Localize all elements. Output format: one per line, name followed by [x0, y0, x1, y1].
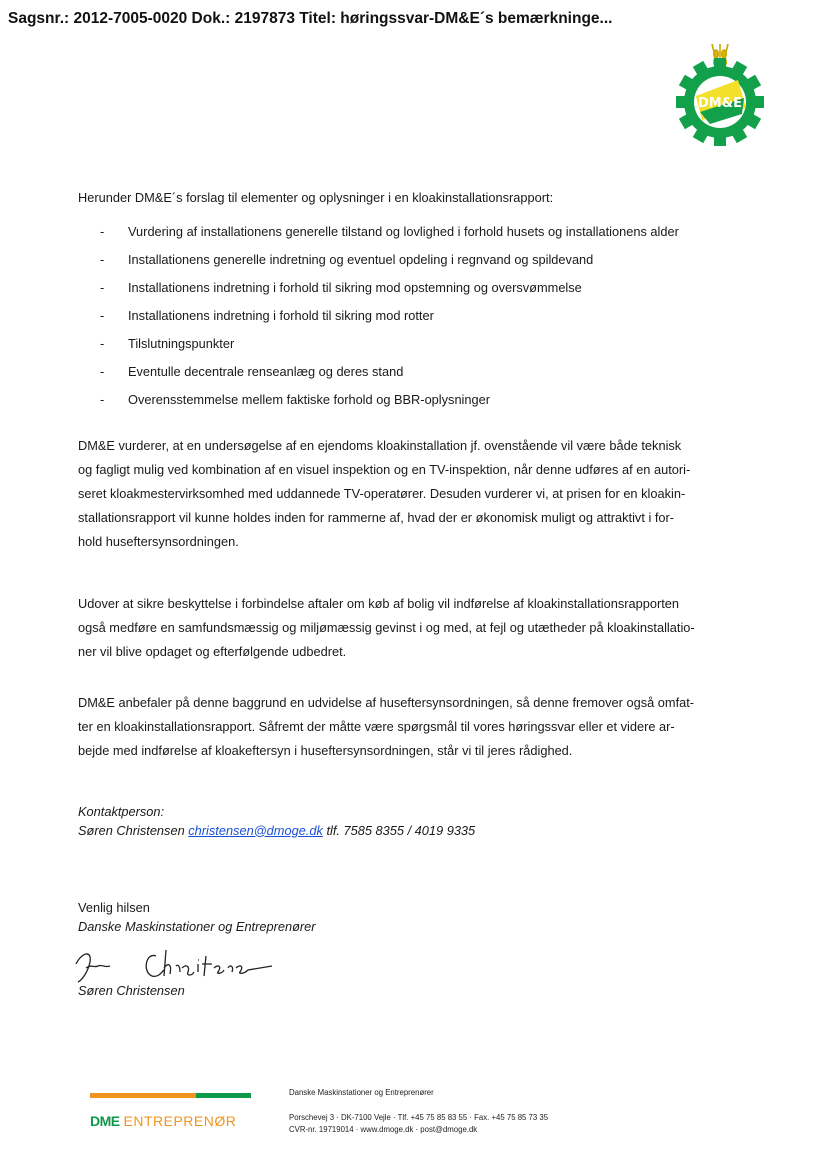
list-item: - Installationens indretning i forhold til sikring mod opstemning og oversvømmelse: [100, 278, 679, 306]
bullet-marker: -: [100, 364, 105, 379]
footer-logo-dm: DM: [90, 1113, 111, 1129]
bullet-marker: -: [100, 224, 105, 239]
paragraph-benefits: Udover at sikre beskyttelse i forbindelse aftaler om køb af bolig vil indførelse af kloakinstallationsrapporten også medføre en samfundsmæssig og miljømæssig gevinst i og med, at fejl og utætheder på kloakinstallatio- ner vil blive opdaget og efterfølgende udbedret.: [78, 596, 695, 659]
footer-cvr: CVR-nr. 19719014 · www.dmoge.dk · post@dmoge.dk: [289, 1125, 478, 1134]
footer-logo-word: ENTREPRENØR: [123, 1113, 237, 1129]
contact-name: Søren Christensen: [78, 822, 185, 838]
bullet-marker: -: [100, 280, 105, 295]
bullet-marker: -: [100, 252, 105, 267]
greeting: Venlig hilsen: [78, 900, 150, 915]
footer-orange-bar: [90, 1093, 196, 1098]
footer-logo: [90, 1113, 236, 1129]
list-item: - Eventulle decentrale renseanlæg og deres stand: [100, 362, 679, 390]
bullet-marker: -: [100, 308, 105, 323]
logo-text: DM&E: [698, 96, 742, 111]
contact-label: Kontaktperson:: [78, 804, 165, 819]
handwritten-signature: [72, 942, 282, 988]
contact-block: [78, 803, 475, 840]
bullet-marker: -: [100, 392, 105, 407]
list-item: - Tilslutningspunkter: [100, 334, 679, 362]
paragraph-assessment: DM&E vurderer, at en undersøgelse af en ejendoms kloakinstallation jf. ovenstående vil være både teknisk og fagligt mulig ved kombination af en visuel inspektion og en TV-inspektion, når denne udføres af en autori- seret kloakmestervirksomhed med uddannede TV-operatører. Desuden vurderer vi, at prisen for en kloakin- stallationsrapport vil kunne holdes inden for rammerne af, hvad der er økonomisk muligt og attraktivt i for- hold huseftersynsordningen.: [78, 438, 691, 549]
closing-block: [78, 899, 316, 936]
contact-line: [78, 822, 475, 841]
dme-logo: [676, 40, 764, 146]
signer-name: Søren Christensen: [78, 983, 185, 998]
contact-email-link[interactable]: christensen@dmoge.dk: [188, 822, 323, 838]
list-item: - Installationens generelle indretning og eventuel opdeling i regnvand og spildevand: [100, 250, 679, 278]
document-header-title: Sagsnr.: 2012-7005-0020 Dok.: 2197873 Titel: høringssvar-DM&E´s bemærkninge...: [8, 10, 613, 27]
footer-company: Danske Maskinstationer og Entreprenører: [289, 1088, 434, 1097]
sender-company: Danske Maskinstationer og Entreprenører: [78, 918, 316, 934]
footer-logo-e: E: [110, 1113, 120, 1129]
list-item: - Vurdering af installationens generelle tilstand og lovlighed i forhold husets og installationens alder: [100, 222, 679, 250]
contact-phone: tlf. 7585 8355 / 4019 9335: [326, 822, 476, 838]
list-item: - Installationens indretning i forhold til sikring mod rotter: [100, 306, 679, 334]
paragraph-recommendation: DM&E anbefaler på denne baggrund en udvidelse af huseftersynsordningen, så denne fremover også omfat- ter en kloakinstallationsrapport. Såfremt der måtte være spørgsmål til vores høringssvar eller et videre ar- bejde med indførelse af kloakeftersyn i huseftersynsordningen, står vi til jeres rådighed.: [78, 695, 695, 758]
list-item: - Overensstemmelse mellem faktiske forhold og BBR-oplysninger: [100, 390, 679, 418]
bullet-marker: -: [100, 336, 105, 351]
footer-address-block: [289, 1112, 548, 1136]
intro-text: Herunder DM&E´s forslag til elementer og oplysninger i en kloakinstallationsrapport:: [78, 190, 554, 205]
proposal-list: [100, 222, 679, 418]
footer-address: Porschevej 3 · DK-7100 Vejle · Tlf. +45 75 85 83 55 · Fax. +45 75 85 73 35: [289, 1113, 549, 1122]
footer-green-bar: [196, 1093, 251, 1098]
